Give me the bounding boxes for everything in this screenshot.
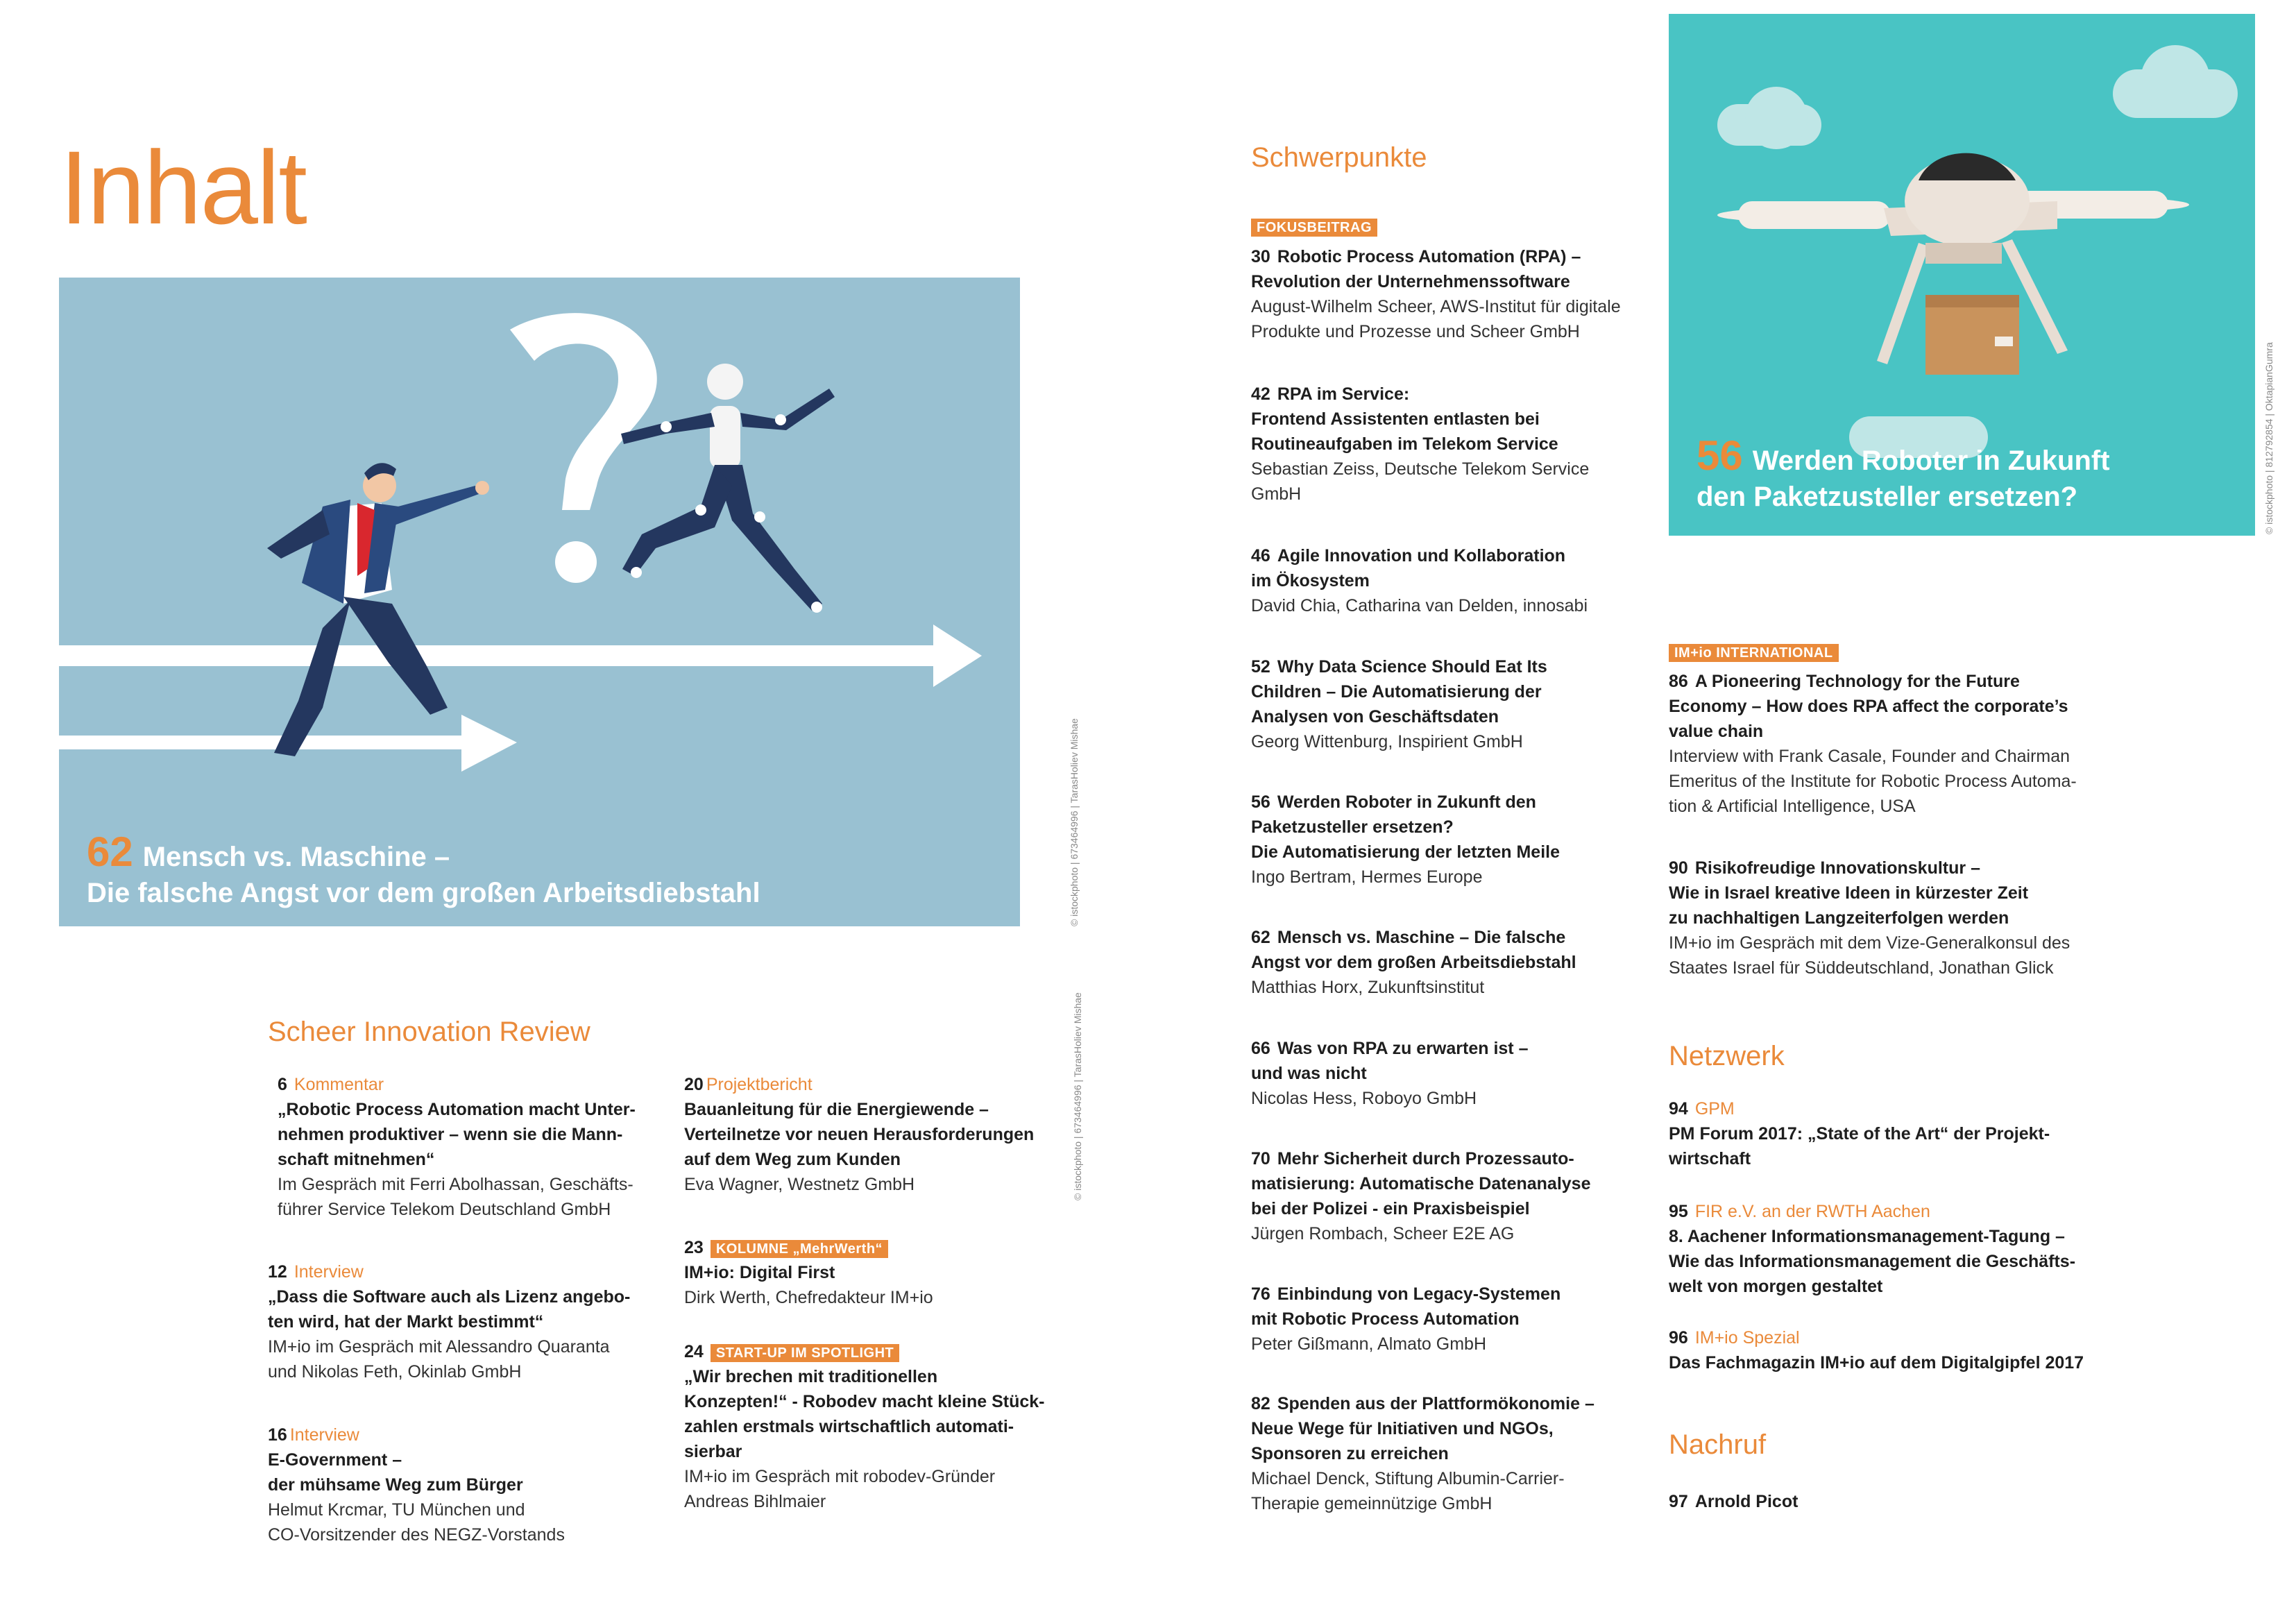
toc-entry-94[interactable]: 94 GPM PM Forum 2017: „State of the Art“ der Projekt- wirtschaft — [1669, 1099, 2050, 1169]
businessman-figure — [267, 463, 489, 756]
illustration-man-vs-robot — [59, 278, 1020, 926]
toc-entry-12[interactable] — [268, 1259, 656, 1384]
toc-entry-16[interactable] — [268, 1422, 656, 1547]
entry-title: „Wir brechen mit traditionellen Konzepten!“ - Robodev macht kleine Stück- zahlen erstmals wirtschaftlich automati- sierbar — [684, 1367, 1045, 1461]
section-heading-nachruf: Nachruf — [1669, 1429, 1767, 1460]
hero-caption-line2: Die falsche Angst vor dem großen Arbeitsdiebstahl — [87, 878, 760, 908]
toc-entry-62[interactable]: 62 Mensch vs. Maschine – Die falsche Angst vor dem großen Arbeitsdiebstahl Matthias Horx, Zukunftsinstitut — [1251, 928, 1576, 997]
entry-author: Eva Wagner, Westnetz GmbH — [684, 1175, 915, 1194]
entry-tag: START-UP IM SPOTLIGHT — [711, 1344, 899, 1362]
toc-entry-24[interactable] — [684, 1339, 1087, 1514]
image-credit-left: © istockphoto | 673464996 | TarasHoliev Mishae — [1069, 718, 1080, 926]
entry-category: Projektbericht — [706, 1075, 813, 1094]
toc-entry-46[interactable]: 46 Agile Innovation und Kollaboration im Ökosystem David Chia, Catharina van Delden, innosabi — [1251, 546, 1588, 615]
toc-entry-20[interactable] — [684, 1072, 1087, 1197]
toc-entry-52[interactable]: 52 Why Data Science Should Eat Its Children – Die Automatisierung der Analysen von Geschäftsdaten Georg Wittenburg, Inspirient GmbH — [1251, 657, 1547, 751]
entry-page-number: 16 — [268, 1425, 287, 1445]
hero-caption-line2: den Paketzusteller ersetzen? — [1697, 482, 2078, 512]
toc-entry-70[interactable]: 70 Mehr Sicherheit durch Prozessauto- matisierung: Automatische Datenanalyse bei der Polizei - ein Praxisbeispiel Jürgen Rombach, Scheer E2E AG — [1251, 1149, 1591, 1243]
hero-caption-line1: Werden Roboter in Zukunft — [1752, 445, 2110, 476]
toc-entry-95[interactable]: 95 FIR e.V. an der RWTH Aachen 8. Aachener Informationsmanagement-Tagung – Wie das Informationsmanagement die Geschäfts- welt von morgen gestaltet — [1669, 1202, 2076, 1296]
entry-title: IM+io: Digital First — [684, 1263, 835, 1282]
toc-entry-30[interactable]: 30 Robotic Process Automation (RPA) – Revolution der Unternehmenssoftware August-Wilhelm Scheer, AWS-Institut für digitale Produkte und Prozesse und Scheer GmbH — [1251, 247, 1621, 341]
section-heading-netzwerk: Netzwerk — [1669, 1041, 1785, 1071]
toc-entry-66[interactable]: 66 Was von RPA zu erwarten ist – und was nicht Nicolas Hess, Roboyo GmbH — [1251, 1039, 1529, 1108]
entry-page-number: 6 — [278, 1075, 287, 1094]
toc-entry-56[interactable]: 56 Werden Roboter in Zukunft den Paketzusteller ersetzen? Die Automatisierung der letzten Meile Ingo Bertram, Hermes Europe — [1251, 792, 1560, 887]
robot-figure — [621, 364, 835, 613]
page-title: Inhalt — [60, 129, 306, 246]
entry-page-number: 12 — [268, 1262, 287, 1282]
entry-author: Im Gespräch mit Ferri Abolhassan, Geschäfts- führer Service Telekom Deutschland GmbH — [278, 1175, 633, 1219]
fokusbeitrag-tag: FOKUSBEITRAG — [1251, 219, 1377, 237]
image-credit: © istockphoto | 673464996 | TarasHoliev Mishae — [1072, 992, 1083, 1200]
entry-category: Interview — [289, 1425, 359, 1445]
entry-page-number: 20 — [684, 1075, 704, 1094]
entry-page-number: 24 — [684, 1342, 704, 1361]
entry-author: Dirk Werth, Chefredakteur IM+io — [684, 1288, 933, 1307]
hero-page-number: 62 — [87, 829, 133, 875]
toc-entry-90[interactable]: 90 Risikofreudige Innovationskultur – Wie in Israel kreative Ideen in kürzester Zeit zu nachhaltigen Langzeiterfolgen werden IM+io im Gespräch mit dem Vize-Generalkonsul des Staates Israel für Süddeutschland, Jonathan Glick — [1669, 858, 2070, 978]
hero-caption-line1: Mensch vs. Maschine – — [142, 842, 450, 872]
entry-tag: KOLUMNE „MehrWerth“ — [711, 1240, 888, 1258]
hero-caption — [87, 829, 760, 911]
toc-entry-76[interactable]: 76 Einbindung von Legacy-Systemen mit Robotic Process Automation Peter Gißmann, Almato GmbH — [1251, 1284, 1561, 1354]
international-tag: IM+io INTERNATIONAL — [1669, 644, 1839, 662]
toc-entry-86[interactable]: 86 A Pioneering Technology for the Future Economy – How does RPA affect the corporate’s value chain Interview with Frank Casale, Founder and Chairman Emeritus of the Institute for Robotic Process Automa- tion & Artificial Intelligence, USA — [1669, 672, 2077, 816]
entry-author: IM+io im Gespräch mit Alessandro Quaranta und Nikolas Feth, Okinlab GmbH — [268, 1337, 610, 1382]
hero-caption — [1697, 432, 2110, 515]
toc-entry-6[interactable] — [278, 1072, 666, 1222]
toc-entry-96[interactable]: 96 IM+io Spezial Das Fachmagazin IM+io auf dem Digitalgipfel 2017 — [1669, 1328, 2084, 1373]
entry-category: Interview — [294, 1262, 364, 1282]
toc-entry-97[interactable]: 97 Arnold Picot — [1669, 1492, 1798, 1511]
hero-page-number: 56 — [1697, 432, 1743, 479]
entry-author: Helmut Krcmar, TU München und CO-Vorsitzender des NEGZ-Vorstands — [268, 1500, 565, 1545]
entry-page-number: 23 — [684, 1238, 704, 1257]
entry-title: „Robotic Process Automation macht Unter- nehmen produktiver – wenn sie die Mann- schaft mitnehmen“ — [278, 1100, 636, 1169]
entry-title: Bauanleitung für die Energiewende – Verteilnetze vor neuen Herausforderungen auf dem Weg zum Kunden — [684, 1100, 1035, 1169]
toc-entry-82[interactable]: 82 Spenden aus der Plattformökonomie – Neue Wege für Initiativen und NGOs, Sponsoren zu erreichen Michael Denck, Stiftung Albumin-Carrier- Therapie gemeinnützige GmbH — [1251, 1394, 1595, 1513]
section-heading-schwerpunkte: Schwerpunkte — [1251, 142, 1427, 173]
entry-title: „Dass die Software auch als Lizenz angebo- ten wird, hat der Markt bestimmt“ — [268, 1287, 631, 1332]
entry-author: IM+io im Gespräch mit robodev-Gründer Andreas Bihlmaier — [684, 1467, 996, 1511]
entry-title: E-Government – der mühsame Weg zum Bürger — [268, 1450, 523, 1495]
toc-entry-42[interactable]: 42 RPA im Service: Frontend Assistenten entlasten bei Routineaufgaben im Telekom Service Sebastian Zeiss, Deutsche Telekom Service GmbH — [1251, 384, 1590, 504]
image-credit-right: © istockphoto | 812792854 | OktapianGumra — [2263, 342, 2274, 534]
toc-entry-23[interactable] — [684, 1235, 1087, 1310]
section-heading-sir: Scheer Innovation Review — [268, 1017, 590, 1047]
entry-category: Kommentar — [294, 1075, 384, 1094]
hero-image-paketzusteller[interactable] — [1669, 14, 2255, 536]
